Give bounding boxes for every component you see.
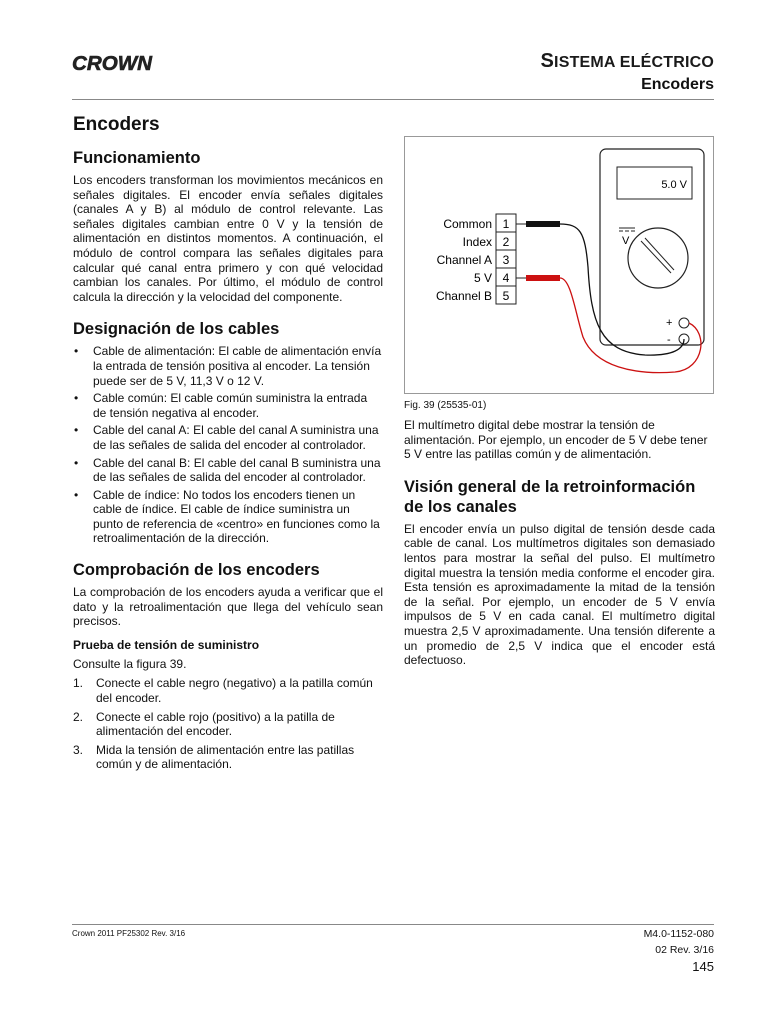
step-number: 3.	[73, 742, 84, 757]
list-item	[73, 456, 383, 485]
list-item-text: Cable de índice: No todos los encoders tienen un cable de índice. El cable de índice suministra un punto de referencia de «centro» en funciones como la retroalimentación de la dirección.	[93, 487, 380, 546]
pin-number: 5	[502, 289, 510, 303]
step-item	[73, 676, 383, 705]
pin-number: 3	[502, 253, 510, 267]
pin-label: Index	[462, 235, 492, 249]
comprobacion-text: La comprobación de los encoders ayuda a verificar que el dato y la retroalimentación que llega del vehículo sean precisos.	[73, 585, 383, 629]
step-number: 1.	[73, 676, 84, 691]
page-title: Encoders	[73, 114, 160, 135]
figure-explanation: El multímetro digital debe mostrar la tensión de alimentación. Por ejemplo, un encoder de 5 V debe tener 5 V entre las patillas común y de alimentación.	[404, 418, 708, 462]
cable-list	[73, 344, 383, 546]
footer-revision: 02 Rev. 3/16	[655, 944, 714, 956]
bullet: •	[74, 423, 79, 438]
pin-label: Common	[443, 217, 492, 231]
wiring-diagram	[405, 137, 713, 393]
bullet: •	[74, 344, 79, 359]
steps-list	[73, 676, 383, 772]
probe-body	[526, 221, 560, 227]
section-subtitle: Encoders	[641, 76, 714, 93]
designacion-heading: Designación de los cables	[73, 320, 280, 339]
step-text: Mida la tensión de alimentación entre las patillas común y de alimentación.	[96, 742, 355, 772]
list-item-text: Cable de alimentación: El cable de alimentación envía la entrada de tensión positiva al encoder. La tensión puede ser de 5 V, 11,3 V o 12 V.	[93, 344, 382, 388]
left-column	[73, 114, 383, 776]
pin-number: 4	[502, 271, 510, 285]
header-divider	[72, 99, 714, 100]
bullet: •	[74, 391, 79, 406]
pin-number: 2	[502, 235, 510, 249]
list-item	[73, 488, 383, 546]
section-title	[541, 50, 715, 73]
footer-doc-number: M4.0-1152-080	[643, 928, 714, 940]
comprobacion-heading: Comprobación de los encoders	[73, 561, 320, 580]
logo-text: CROWN	[72, 53, 153, 74]
page-number: 145	[692, 959, 714, 974]
funcionamiento-text: Los encoders transforman los movimientos mecánicos en señales digitales. El encoder envía señales digitales (canales A y B) al módulo de control relevante. Las señales digitales cambian entre 0 V y la tensión de alimentación en distintos momentos. A continuación, el módulo de control compara las señales digitales para calcular qué canal entra primero y con qué velocidad cambian los canales. Por último, el módulo de control calcula la dirección y la velocidad del componente.	[73, 173, 383, 304]
selector-dial	[628, 228, 688, 288]
list-item	[73, 423, 383, 452]
vision-heading: Visión general de la retroinformación de los canales	[404, 477, 696, 516]
minus-label: -	[667, 334, 671, 346]
section-title-initial: S	[540, 50, 555, 72]
figure-caption: Fig. 39 (25535-01)	[404, 400, 487, 411]
plus-label: +	[666, 317, 673, 329]
list-item	[73, 344, 383, 388]
pin-number: 1	[502, 217, 510, 231]
prueba-subheading: Prueba de tensión de suministro	[73, 637, 260, 652]
list-item-text: Cable del canal B: El cable del canal B suministra una de las señales de salida del encoder al controlador.	[93, 455, 381, 485]
list-item-text: Cable del canal A: El cable del canal A suministra una de las señales de salida del encoder al controlador.	[93, 423, 379, 452]
footer-divider	[72, 924, 714, 925]
funcionamiento-heading: Funcionamiento	[73, 149, 201, 167]
figure-reference: Consulte la figura 39.	[73, 656, 187, 671]
step-item	[73, 710, 383, 739]
crown-logo	[72, 52, 154, 74]
list-item	[73, 391, 383, 420]
probe-body	[526, 275, 560, 281]
vision-text: El encoder envía un pulso digital de tensión desde cada cable de canal. Los multímetros digitales son demasiado lentos para mostrar la señal del pulso. El multímetro digital muestra la tensión media conforme el encoder gira. Esta tensión es aproximadamente la mitad de la tensión de la señal. Por ejemplo, un encoder de 5 V envía impulsos de 5 V en cada canal. El multímetro digital muestra 2,5 V aproximadamente. Una tensión diferente a un promedio de 2,5 V indica que el encoder está defectuoso.	[404, 521, 715, 668]
volt-symbol: V	[622, 235, 630, 247]
bullet: •	[74, 487, 79, 502]
pin-label: Channel A	[436, 253, 492, 267]
step-number: 2.	[73, 709, 84, 724]
step-text: Conecte el cable rojo (positivo) a la patilla de alimentación del encoder.	[96, 709, 335, 739]
pin-label: 5 V	[473, 271, 492, 285]
footer-copyright: Crown 2011 PF25302 Rev. 3/16	[72, 929, 186, 938]
right-column	[404, 398, 715, 668]
step-item	[73, 743, 383, 772]
step-text: Conecte el cable negro (negativo) a la patilla común del encoder.	[96, 676, 373, 706]
bullet: •	[74, 455, 79, 470]
pin-label: Channel B	[435, 289, 492, 303]
figure-39	[404, 136, 714, 394]
meter-reading: 5.0 V	[661, 179, 687, 191]
list-item-text: Cable común: El cable común suministra la entrada de tensión negativa al encoder.	[93, 391, 368, 420]
positive-jack	[679, 318, 689, 328]
section-title-rest: ISTEMA ELÉCTRICO	[554, 54, 714, 71]
